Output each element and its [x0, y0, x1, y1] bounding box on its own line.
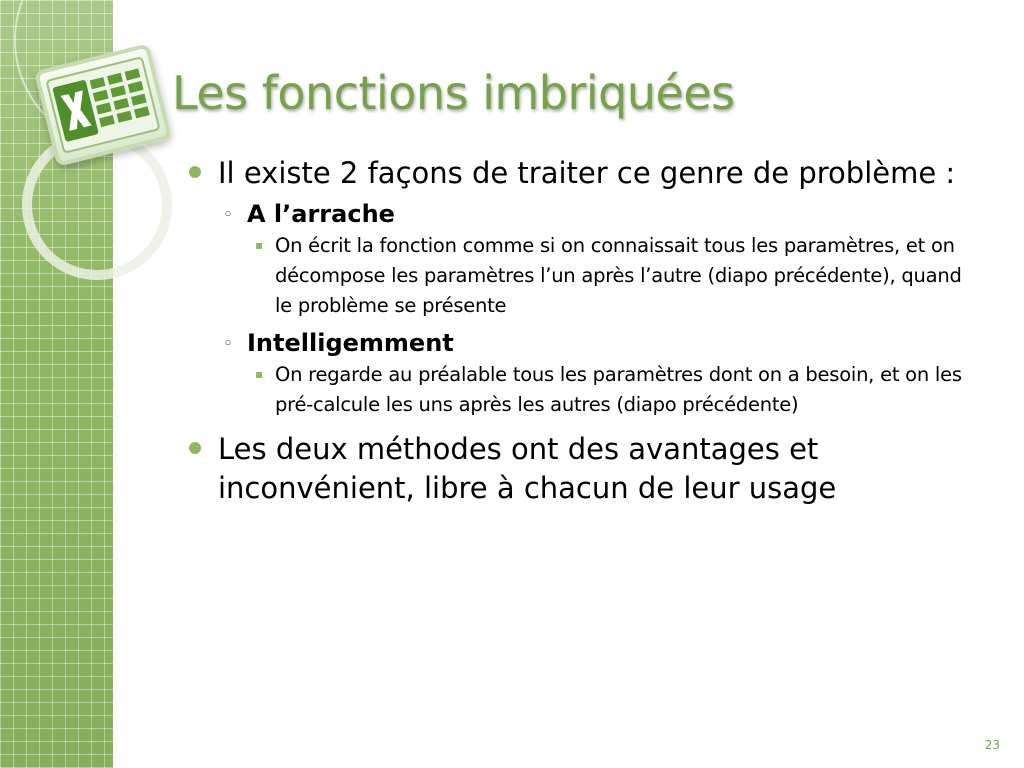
bullet-dot-icon [189, 166, 201, 178]
method1-text: On écrit la fonction comme si on connaissait tous les paramètres, et on décompose les paramètres l’un après l’autre (diapo précédente), quand le problème se présente [275, 234, 962, 317]
detail-bullet-item [186, 360, 976, 420]
sub-bullet-item [186, 197, 976, 231]
small-bullet-icon: ▪ [255, 238, 263, 252]
slide-title: Les fonctions imbriquées [172, 66, 735, 120]
detail-bullet-item [186, 231, 976, 321]
bullet-item [186, 154, 976, 193]
sub-bullet-item [186, 326, 976, 360]
circle-bullet-icon: ◦ [223, 334, 234, 354]
slide-body [186, 154, 976, 512]
page-number: 23 [984, 738, 1000, 752]
method1-title: A l’arrache [247, 200, 395, 228]
bullet-text: Les deux méthodes ont des avantages et inconvénient, libre à chacun de leur usage [218, 432, 837, 505]
bullet-text: Il existe 2 façons de traiter ce genre de problème : [218, 156, 956, 190]
circle-bullet-icon: ◦ [223, 205, 234, 225]
method2-text: On regarde au préalable tous les paramètres dont on a besoin, et on les pré-calcule les uns après les autres (diapo précédente) [275, 363, 962, 416]
method2-title: Intelligemment [247, 329, 454, 357]
bullet-item [186, 430, 976, 508]
small-bullet-icon: ▪ [255, 367, 263, 381]
bullet-dot-icon [189, 442, 201, 454]
